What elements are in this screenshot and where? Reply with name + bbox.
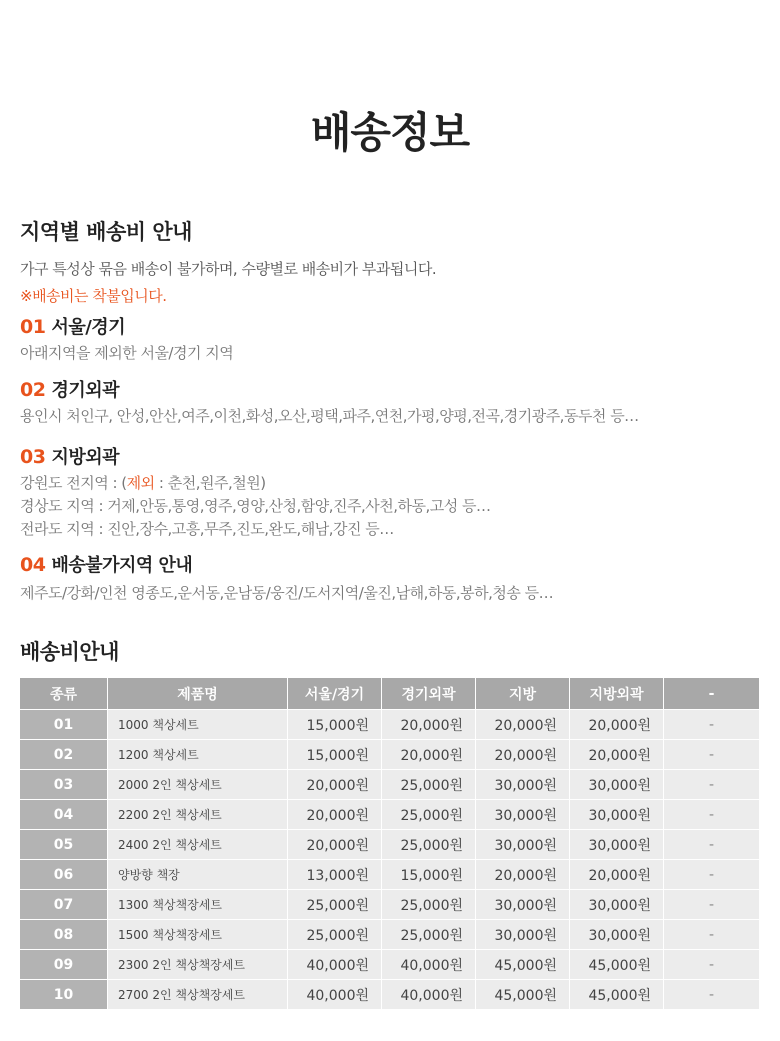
- fee-outskirts: 25,000원: [382, 770, 476, 800]
- col-header-province: 지방: [476, 678, 570, 710]
- row-number: 09: [20, 950, 108, 980]
- table-row: [20, 830, 760, 860]
- table-row: [20, 860, 760, 890]
- region-03-gyeongsang: 경상도 지역 : 거제,안동,통영,영주,영양,산청,함양,진주,사천,하동,고성 등…: [20, 497, 491, 515]
- fee-province-outskirts: 30,000원: [570, 920, 664, 950]
- fee-province: 30,000원: [476, 800, 570, 830]
- fee-outskirts: 20,000원: [382, 710, 476, 740]
- fee-seoul: 40,000원: [288, 980, 382, 1010]
- fee-etc: -: [664, 830, 760, 860]
- table-row: [20, 710, 760, 740]
- fee-seoul: 13,000원: [288, 860, 382, 890]
- fee-province: 20,000원: [476, 710, 570, 740]
- gangwon-prefix: 강원도 전지역 : (: [20, 474, 127, 492]
- fee-province: 20,000원: [476, 740, 570, 770]
- col-header-seoul: 서울/경기: [288, 678, 382, 710]
- fee-seoul: 20,000원: [288, 830, 382, 860]
- fee-seoul: 40,000원: [288, 950, 382, 980]
- fee-province: 30,000원: [476, 890, 570, 920]
- product-name: 1300 책상책장세트: [108, 890, 288, 920]
- col-header-province-outskirts: 지방외곽: [570, 678, 664, 710]
- fee-province-outskirts: 20,000원: [570, 860, 664, 890]
- fee-etc: -: [664, 710, 760, 740]
- col-header-type: 종류: [20, 678, 108, 710]
- region-04-name: 배송불가지역 안내: [51, 555, 193, 576]
- fee-outskirts: 15,000원: [382, 860, 476, 890]
- table-row: [20, 740, 760, 770]
- row-number: 03: [20, 770, 108, 800]
- fee-province: 20,000원: [476, 860, 570, 890]
- product-name: 2400 2인 책상세트: [108, 830, 288, 860]
- region-03-jeolla: 전라도 지역 : 진안,장수,고흥,무주,진도,완도,해남,강진 등…: [20, 520, 394, 538]
- region-fee-heading: 지역별 배송비 안내: [20, 220, 192, 244]
- product-name: 1500 책상책장세트: [108, 920, 288, 950]
- fee-etc: -: [664, 920, 760, 950]
- fee-etc: -: [664, 800, 760, 830]
- gangwon-exclude: 제외: [126, 474, 155, 492]
- product-name: 양방향 책장: [108, 860, 288, 890]
- fee-province: 45,000원: [476, 950, 570, 980]
- table-row: [20, 980, 760, 1010]
- fee-etc: -: [664, 860, 760, 890]
- fee-province-outskirts: 20,000원: [570, 740, 664, 770]
- fee-table-heading: 배송비안내: [20, 640, 119, 664]
- shipping-fee-table: [20, 678, 760, 1010]
- fee-seoul: 20,000원: [288, 800, 382, 830]
- table-row: [20, 950, 760, 980]
- region-04-number: 04: [20, 554, 46, 576]
- region-01-number: 01: [20, 316, 46, 338]
- fee-outskirts: 20,000원: [382, 740, 476, 770]
- cod-notice: ※배송비는 착불입니다.: [20, 287, 167, 305]
- region-04-heading: [20, 551, 192, 577]
- product-name: 2200 2인 책상세트: [108, 800, 288, 830]
- fee-outskirts: 25,000원: [382, 800, 476, 830]
- product-name: 2300 2인 책상책장세트: [108, 950, 288, 980]
- fee-outskirts: 25,000원: [382, 830, 476, 860]
- table-row: [20, 890, 760, 920]
- fee-etc: -: [664, 770, 760, 800]
- fee-seoul: 25,000원: [288, 920, 382, 950]
- fee-province-outskirts: 30,000원: [570, 890, 664, 920]
- region-03-heading: [20, 443, 119, 469]
- product-name: 1200 책상세트: [108, 740, 288, 770]
- fee-outskirts: 25,000원: [382, 920, 476, 950]
- fee-province: 45,000원: [476, 980, 570, 1010]
- row-number: 08: [20, 920, 108, 950]
- col-header-etc: -: [664, 678, 760, 710]
- fee-etc: -: [664, 980, 760, 1010]
- fee-etc: -: [664, 950, 760, 980]
- product-name: 2700 2인 책상책장세트: [108, 980, 288, 1010]
- region-02-heading: [20, 376, 119, 402]
- table-row: [20, 800, 760, 830]
- region-02-name: 경기외곽: [51, 380, 120, 401]
- fee-etc: -: [664, 740, 760, 770]
- region-intro: 가구 특성상 묶음 배송이 불가하며, 수량별로 배송비가 부과됩니다.: [20, 260, 437, 278]
- row-number: 01: [20, 710, 108, 740]
- table-row: [20, 770, 760, 800]
- fee-province: 30,000원: [476, 830, 570, 860]
- fee-province-outskirts: 30,000원: [570, 800, 664, 830]
- fee-province: 30,000원: [476, 920, 570, 950]
- region-01-name: 서울/경기: [51, 317, 126, 338]
- fee-seoul: 15,000원: [288, 710, 382, 740]
- row-number: 07: [20, 890, 108, 920]
- table-header-row: [20, 678, 760, 710]
- row-number: 04: [20, 800, 108, 830]
- fee-seoul: 20,000원: [288, 770, 382, 800]
- col-header-product: 제품명: [108, 678, 288, 710]
- region-02-desc: 용인시 처인구, 안성,안산,여주,이천,화성,오산,평택,파주,연천,가평,양평,전곡,경기광주,동두천 등…: [20, 407, 639, 425]
- fee-province-outskirts: 45,000원: [570, 950, 664, 980]
- page-title: 배송정보: [310, 108, 470, 157]
- gangwon-suffix: : 춘천,원주,철원): [154, 474, 266, 492]
- region-03-gangwon: [20, 472, 266, 493]
- product-name: 1000 책상세트: [108, 710, 288, 740]
- col-header-outskirts: 경기외곽: [382, 678, 476, 710]
- row-number: 06: [20, 860, 108, 890]
- fee-province-outskirts: 20,000원: [570, 710, 664, 740]
- fee-seoul: 15,000원: [288, 740, 382, 770]
- region-04-desc: 제주도/강화/인천 영종도,운서동,운남동/웅진/도서지역/울진,남해,하동,봉하,청송 등…: [20, 584, 554, 602]
- fee-province-outskirts: 30,000원: [570, 770, 664, 800]
- row-number: 02: [20, 740, 108, 770]
- product-name: 2000 2인 책상세트: [108, 770, 288, 800]
- region-03-number: 03: [20, 446, 46, 468]
- row-number: 10: [20, 980, 108, 1010]
- fee-province: 30,000원: [476, 770, 570, 800]
- fee-province-outskirts: 30,000원: [570, 830, 664, 860]
- fee-etc: -: [664, 890, 760, 920]
- region-03-name: 지방외곽: [51, 447, 120, 468]
- row-number: 05: [20, 830, 108, 860]
- fee-outskirts: 40,000원: [382, 980, 476, 1010]
- region-01-heading: [20, 313, 125, 339]
- fee-outskirts: 40,000원: [382, 950, 476, 980]
- fee-outskirts: 25,000원: [382, 890, 476, 920]
- fee-seoul: 25,000원: [288, 890, 382, 920]
- region-02-number: 02: [20, 379, 46, 401]
- fee-province-outskirts: 45,000원: [570, 980, 664, 1010]
- table-row: [20, 920, 760, 950]
- region-01-desc: 아래지역을 제외한 서울/경기 지역: [20, 344, 234, 362]
